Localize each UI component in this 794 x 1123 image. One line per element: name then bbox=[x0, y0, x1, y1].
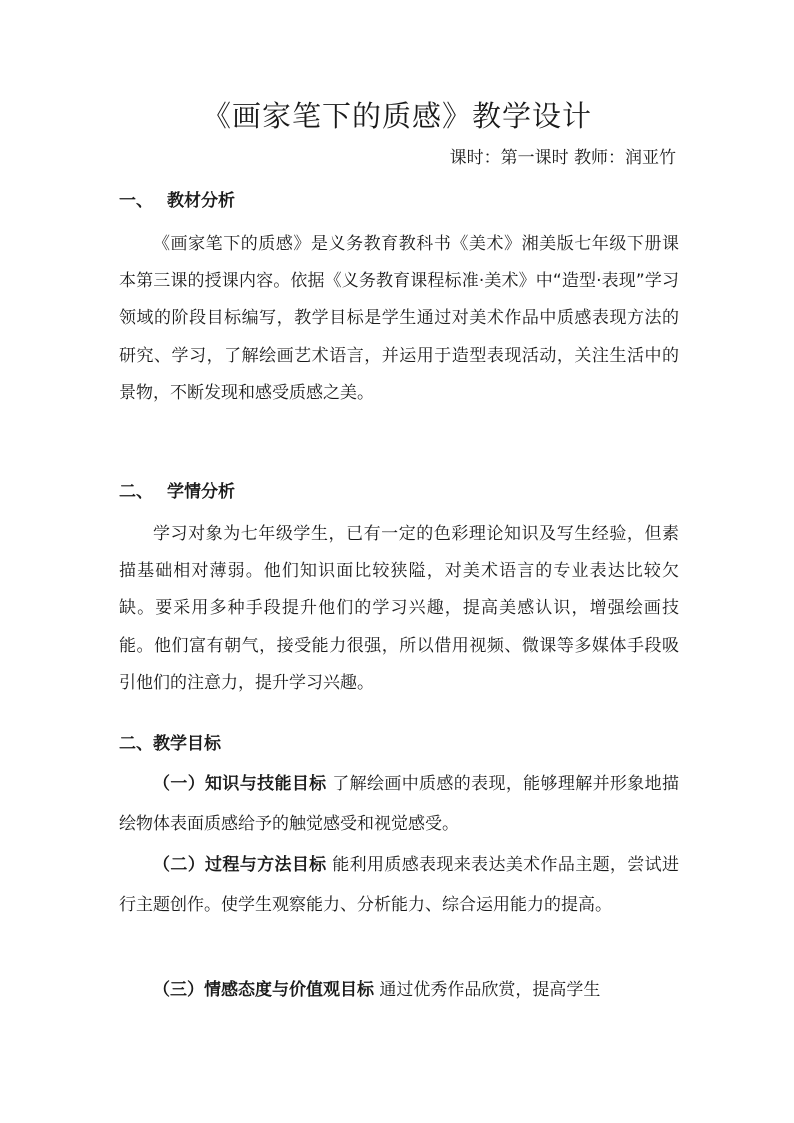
goal-text: 通过优秀作品欣赏，提高学生 bbox=[374, 980, 601, 1000]
lesson-meta: 课时：第一课时 教师：润亚竹 bbox=[449, 148, 676, 168]
section-number: 二、 bbox=[119, 734, 153, 754]
section-heading-material-analysis bbox=[119, 188, 235, 214]
paragraph-material-analysis: 《画家笔下的质感》是义务教育教科书《美术》湘美版七年级下册课本第三课的授课内容。依据《义务教育课程标准·美术》中“造型·表现”学习领域的阶段目标编写，教学目标是学生通过对美术作品中质感表现方法的研究、学习，了解绘画艺术语言，并运用于造型表现活动，关注生活中的景物，不断发现和感受质感之美。 bbox=[119, 234, 679, 403]
goal-process-method bbox=[119, 846, 679, 925]
goal-label: （二）过程与方法目标 bbox=[153, 855, 327, 875]
goal-knowledge-skills bbox=[119, 765, 679, 844]
goal-emotion-values bbox=[119, 971, 679, 1011]
goal-label: （一）知识与技能目标 bbox=[153, 774, 327, 794]
section-heading-text: 教学目标 bbox=[153, 734, 221, 754]
section-heading-teaching-goals bbox=[119, 731, 221, 757]
section-heading-text: 学情分析 bbox=[167, 482, 235, 502]
goal-text: 了解绘画中质感的表现，能够理解并形象地描绘物体表面质感给予的触觉感受和视觉感受。 bbox=[119, 774, 679, 834]
section-number: 一、 bbox=[119, 191, 153, 211]
goal-text: 能利用质感表现来表达美术作品主题，尝试进行主题创作。使学生观察能力、分析能力、综合运用能力的提高。 bbox=[119, 855, 679, 915]
section-heading-student-analysis bbox=[119, 479, 235, 505]
goal-label: （三）情感态度与价值观目标 bbox=[153, 980, 374, 1000]
paragraph-student-analysis: 学习对象为七年级学生，已有一定的色彩理论知识及写生经验，但素描基础相对薄弱。他们知识面比较狭隘，对美术语言的专业表达比较欠缺。要采用多种手段提升他们的学习兴趣，提高美感认识，增强绘画技能。他们富有朝气，接受能力很强，所以借用视频、微课等多媒体手段吸引他们的注意力，提升学习兴趣。 bbox=[119, 524, 679, 693]
document-title: 《画家笔下的质感》教学设计 bbox=[201, 99, 592, 133]
section-heading-text: 教材分析 bbox=[167, 191, 235, 211]
section-number: 二、 bbox=[119, 482, 153, 502]
